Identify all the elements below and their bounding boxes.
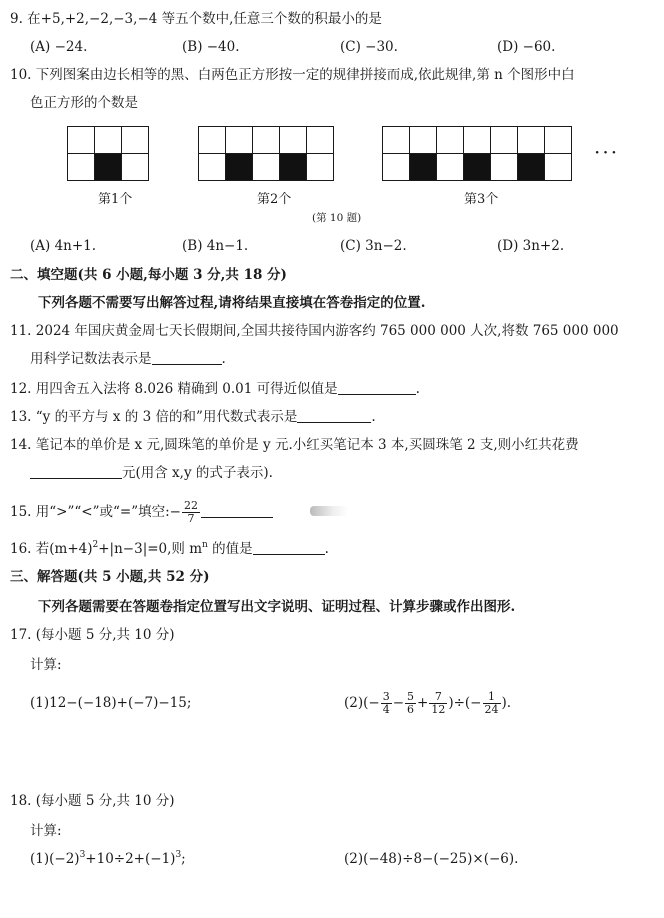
section2-instruction: 下列各题不需要写出解答过程,请将结果直接填在答卷指定的位置. <box>38 295 426 311</box>
q16-text-1: 16. 若(m+4) <box>10 541 93 557</box>
q9-option-a: (A) −24. <box>30 39 88 55</box>
fraction-5-6 <box>405 691 416 716</box>
white-square <box>545 154 572 181</box>
q14-text: 元(用含 x,y 的式子表示). <box>122 465 273 481</box>
q18-p1-exponent-1: 3 <box>79 850 86 860</box>
white-square <box>410 127 437 154</box>
fraction-denominator: 12 <box>431 703 446 716</box>
white-square <box>307 154 334 181</box>
q10-stem-line2: 色正方形的个数是 <box>30 95 138 111</box>
q15-fraction <box>182 500 200 525</box>
fraction-numerator: 3 <box>382 690 390 703</box>
q17-p2-divide: )÷(− <box>448 695 482 711</box>
white-square <box>226 127 253 154</box>
white-square <box>491 127 518 154</box>
white-square <box>464 127 491 154</box>
q12-text: 12. 用四舍五入法将 8.026 精确到 0.01 可得近似值是 <box>10 381 338 397</box>
minus-sign: − <box>392 695 405 711</box>
q9-option-b: (B) −40. <box>182 39 240 55</box>
section3-heading: 三、解答题(共 5 小题,共 52 分) <box>10 569 210 585</box>
white-square <box>253 127 280 154</box>
white-square <box>68 127 95 154</box>
q10-figure-3-label: 第3个 <box>464 192 499 207</box>
q10-caption: (第 10 题) <box>312 212 362 224</box>
q14-line1: 14. 笔记本的单价是 x 元,圆珠笔的单价是 y 元.小红买笔记本 3 本,买圆珠笔 2 支,则小红共花费 <box>10 437 579 453</box>
q17-p2-open: (2)(− <box>344 695 380 711</box>
q13-answer-blank <box>297 408 371 423</box>
white-square <box>307 127 334 154</box>
q18-part-2: (2)(−48)÷8−(−25)×(−6). <box>344 851 519 867</box>
q15-line <box>10 500 273 525</box>
fraction-numerator: 5 <box>407 690 415 703</box>
q17-calc-label: 计算: <box>30 657 62 673</box>
q11-line2 <box>30 350 226 368</box>
q15-fraction-denominator: 7 <box>187 512 195 525</box>
q10-option-c: (C) 3n−2. <box>340 238 407 254</box>
q18-p1-exponent-2: 3 <box>175 850 182 860</box>
q13-text: 13. “y 的平方与 x 的 3 倍的和”用代数式表示是 <box>10 409 298 425</box>
q10-figure-2 <box>198 126 334 181</box>
white-square <box>280 127 307 154</box>
white-square <box>383 127 410 154</box>
fraction-denominator: 24 <box>484 703 499 716</box>
fraction-numerator: 1 <box>483 691 501 704</box>
q11-period: . <box>221 351 226 367</box>
black-square <box>410 154 437 181</box>
black-square <box>95 154 122 181</box>
white-square <box>68 154 95 181</box>
q16-answer-blank <box>253 540 325 555</box>
q15-fraction-numerator: 22 <box>183 499 198 512</box>
black-square <box>518 154 545 181</box>
fraction-3-4 <box>381 691 392 716</box>
black-square <box>464 154 491 181</box>
q10-option-d: (D) 3n+2. <box>497 238 565 254</box>
white-square <box>122 127 149 154</box>
q12-period: . <box>415 381 420 397</box>
q10-ellipsis: ··· <box>594 140 620 164</box>
fraction-numerator: 7 <box>429 691 447 704</box>
black-square <box>280 154 307 181</box>
q11-answer-blank <box>152 350 222 365</box>
white-square <box>518 127 545 154</box>
q10-figure-1-label: 第1个 <box>98 192 133 207</box>
q16-exponent-n: n <box>202 540 208 550</box>
q16-period: . <box>324 541 329 557</box>
q10-option-b: (B) 4n−1. <box>182 238 249 254</box>
q15-text: 15. 用“>”“<”或“=”填空:− <box>10 504 181 520</box>
white-square <box>199 154 226 181</box>
q10-figure-3 <box>382 126 572 181</box>
fraction-7-12 <box>429 691 447 716</box>
fraction-denominator: 6 <box>407 703 415 716</box>
white-square <box>545 127 572 154</box>
section3-instruction: 下列各题需要在答题卷指定位置写出文字说明、证明过程、计算步骤或作出图形. <box>38 599 516 615</box>
white-square <box>491 154 518 181</box>
q10-figure-1 <box>67 126 149 181</box>
white-square <box>95 127 122 154</box>
q9-stem: 9. 在+5,+2,−2,−3,−4 等五个数中,任意三个数的积最小的是 <box>10 11 382 27</box>
white-square <box>437 154 464 181</box>
fraction-1-24 <box>483 691 501 716</box>
q10-figure-2-label: 第2个 <box>257 192 292 207</box>
q17-part-1: (1)12−(−18)+(−7)−15; <box>30 695 192 711</box>
q12-line <box>10 380 420 398</box>
q10-stem-line1: 10. 下列图案由边长相等的黑、白两色正方形按一定的规律拼接而成,依此规律,第 n 个图形中白 <box>10 67 575 83</box>
q16-text-2: +|n−3|=0,则 m <box>98 541 203 557</box>
white-square <box>199 127 226 154</box>
q12-answer-blank <box>338 380 416 395</box>
q18-calc-label: 计算: <box>30 823 62 839</box>
q15-answer-blank <box>201 503 273 518</box>
fraction-denominator: 4 <box>382 703 390 716</box>
q16-text-3: 的值是 <box>207 541 253 557</box>
q15-smudged-region <box>310 506 348 516</box>
q18-head: 18. (每小题 5 分,共 10 分) <box>10 793 175 809</box>
q18-p1-text-1: (1)(−2) <box>30 851 80 867</box>
white-square <box>437 127 464 154</box>
q9-option-c: (C) −30. <box>340 39 398 55</box>
white-square <box>253 154 280 181</box>
q17-part-2 <box>344 688 511 718</box>
q18-p1-text-2: +10÷2+(−1) <box>85 851 176 867</box>
q11-text: 用科学记数法表示是 <box>30 351 152 367</box>
q14-line2 <box>30 464 273 482</box>
black-square <box>226 154 253 181</box>
q17-p2-close: ). <box>501 695 512 711</box>
q10-option-a: (A) 4n+1. <box>30 238 97 254</box>
q9-option-d: (D) −60. <box>497 39 556 55</box>
q14-answer-blank <box>30 464 122 479</box>
q13-line <box>10 408 376 426</box>
q18-part-1 <box>30 850 186 868</box>
white-square <box>122 154 149 181</box>
q17-head: 17. (每小题 5 分,共 10 分) <box>10 627 175 643</box>
q16-line <box>10 540 329 558</box>
q13-period: . <box>371 409 376 425</box>
plus-sign: + <box>417 695 429 711</box>
white-square <box>383 154 410 181</box>
q16-exponent: 2 <box>92 540 99 550</box>
q11-line1: 11. 2024 年国庆黄金周七天长假期间,全国共接待国内游客约 765 000 000 人次,将数 765 000 000 <box>10 323 619 339</box>
section2-heading: 二、填空题(共 6 小题,每小题 3 分,共 18 分) <box>10 267 287 283</box>
q18-p1-text-3: ; <box>181 851 186 867</box>
